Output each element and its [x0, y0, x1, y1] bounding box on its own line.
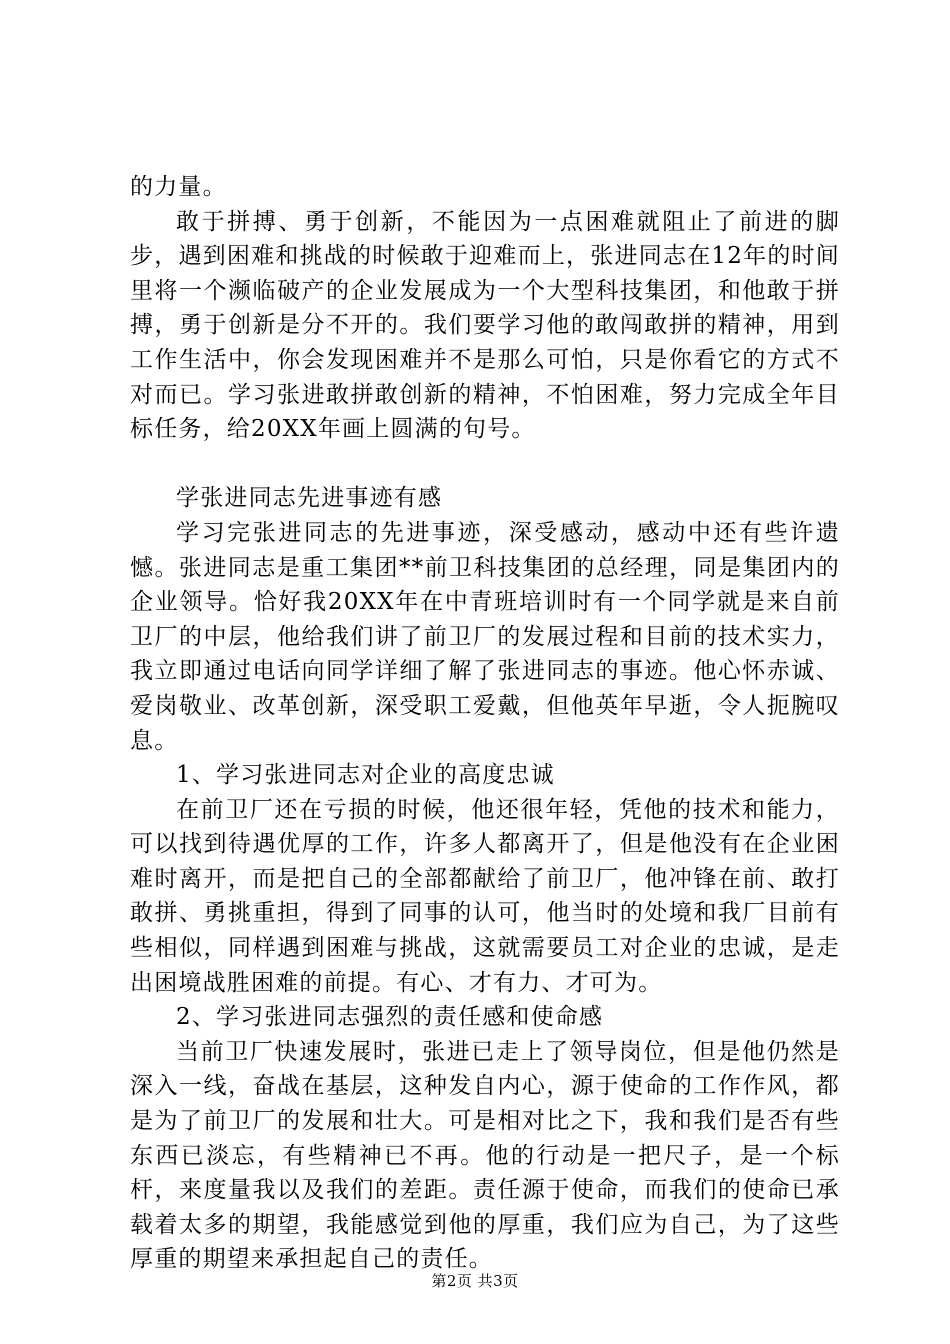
paragraph-loyalty: 在前卫厂还在亏损的时候，他还很年轻，凭他的技术和能力，可以找到待遇优厚的工作，许多人都离开了，但是他没有在企业困难时离开，而是把自己的全部都献给了前卫厂，他冲锋在前、敢打敢拼、勇挑重担，得到了同事的认可，他当时的处境和我厂目前有些相似，同样遇到困难与挑战，这就需要员工对企业的忠诚，是走出困境战胜困难的前提。有心、才有力、才可为。 [130, 796, 840, 996]
paragraph-responsibility: 当前卫厂快速发展时，张进已走上了领导岗位，但是他仍然是深入一线，奋战在基层，这种发自内心，源于使命的工作作风，都是为了前卫厂的发展和壮大。可是相对比之下，我和我们是否有些东西已淡忘，有些精神已不再。他的行动是一把尺子，是一个标杆，来度量我以及我们的差距。责任源于使命，而我们的使命已承载着太多的期望，我能感觉到他的厚重，我们应为自己，为了这些厚重的期望来承担起自己的责任。 [130, 1038, 840, 1273]
paragraph-continuation: 的力量。 [130, 174, 227, 200]
heading-loyalty: 1、学习张进同志对企业的高度忠诚 [176, 762, 555, 789]
page-footer: 第2页 共3页 [431, 1272, 519, 1290]
document-body [130, 170, 840, 1277]
heading-responsibility: 2、学习张进同志强烈的责任感和使命感 [176, 1004, 604, 1031]
paragraph-intro: 学习完张进同志的先进事迹，深受感动，感动中还有些许遗憾。张进同志是重工集团**前卫科技集团的总经理，同是集团内的企业领导。恰好我20XX年在中青班培训时有一个同学就是来自前卫厂的中层，他给我们讲了前卫厂的发展过程和目前的技术实力，我立即通过电话向同学详细了解了张进同志的事迹。他心怀赤诚、爱岗敬业、改革创新，深受职工爱戴，但他英年早逝，令人扼腕叹息。 [130, 519, 840, 754]
paragraph-spacer [130, 447, 840, 482]
paragraph-courage: 敢于拼搏、勇于创新，不能因为一点困难就阻止了前进的脚步，遇到困难和挑战的时候敢于迎难而上，张进同志在12年的时间里将一个濒临破产的企业发展成为一个大型科技集团，和他敢于拼搏，勇于创新是分不开的。我们要学习他的敢闯敢拼的精神，用到工作生活中，你会发现困难并不是那么可怕，只是你看它的方式不对而已。学习张进敢拼敢创新的精神，不怕困难，努力完成全年目标任务，给20XX年画上圆满的句号。 [130, 208, 840, 443]
section-title: 学张进同志先进事迹有感 [176, 485, 443, 512]
